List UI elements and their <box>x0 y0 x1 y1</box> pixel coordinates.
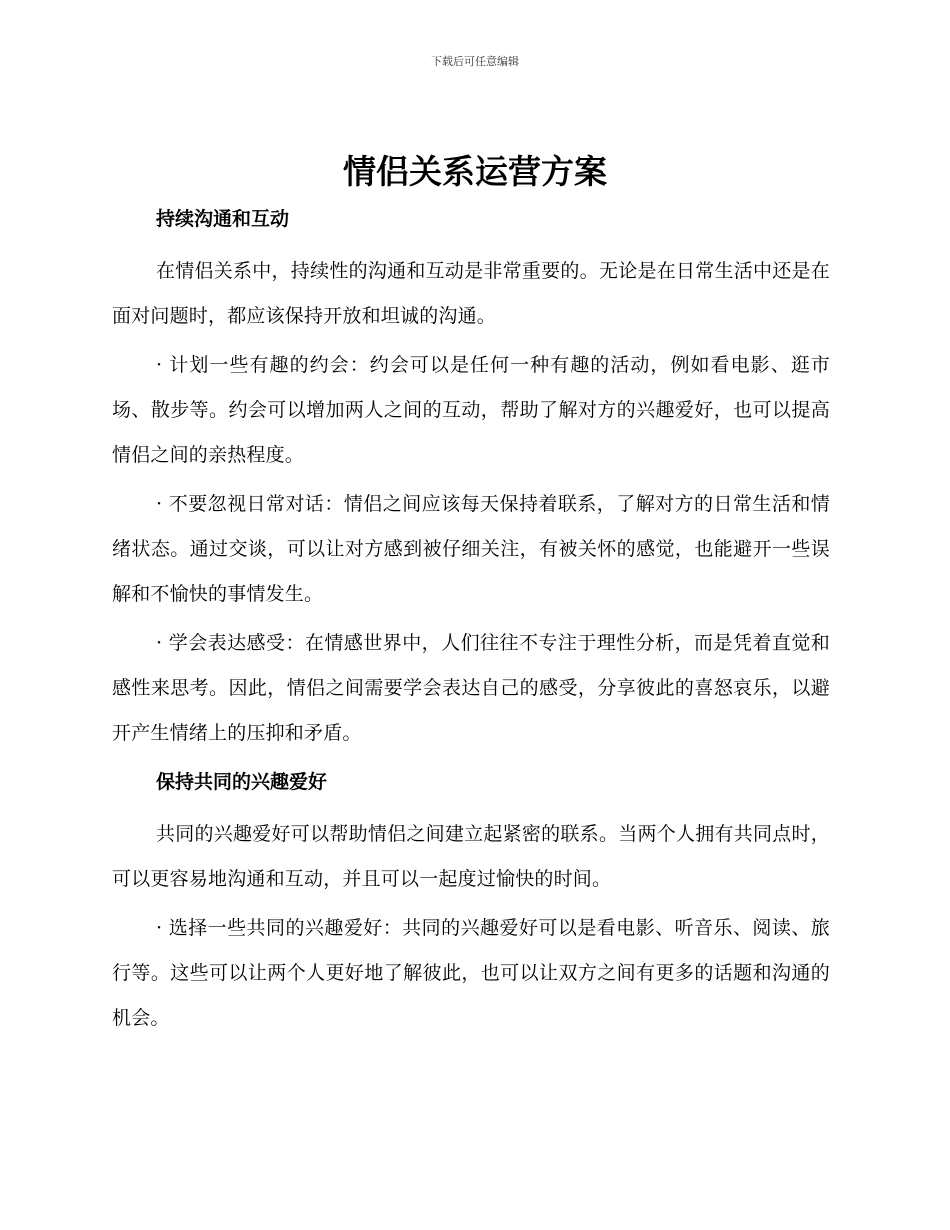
section-continuous-communication <box>112 203 830 756</box>
paragraph: 共同的兴趣爱好可以帮助情侣之间建立起紧密的联系。当两个人拥有共同点时，可以更容易地沟通和互动，并且可以一起度过愉快的时间。 <box>112 823 830 890</box>
section-heading: 持续沟通和互动 <box>156 208 290 230</box>
section-heading: 保持共同的兴趣爱好 <box>156 771 328 793</box>
bullet-paragraph: · 学会表达感受：在情感世界中，人们往往不专注于理性分析，而是凭着直觉和感性来思考。因此，情侣之间需要学会表达自己的感受，分享彼此的喜怒哀乐，以避开产生情绪上的压抑和矛盾。 <box>112 632 830 744</box>
bullet-paragraph: · 选择一些共同的兴趣爱好：共同的兴趣爱好可以是看电影、听音乐、阅读、旅行等。这些可以让两个人更好地了解彼此，也可以让双方之间有更多的话题和沟通的机会。 <box>112 917 830 1029</box>
document-body <box>112 203 830 1045</box>
bullet-paragraph: · 计划一些有趣的约会：约会可以是任何一种有趣的活动，例如看电影、逛市场、散步等。约会可以增加两人之间的互动，帮助了解对方的兴趣爱好，也可以提高情侣之间的亲热程度。 <box>112 354 830 466</box>
section-shared-interests <box>112 766 830 1041</box>
page-header-note: 下载后可任意编辑 <box>431 55 519 68</box>
document-title: 情侣关系运营方案 <box>343 152 607 191</box>
bullet-paragraph: · 不要忽视日常对话：情侣之间应该每天保持着联系，了解对方的日常生活和情绪状态。通过交谈，可以让对方感到被仔细关注，有被关怀的感觉，也能避开一些误解和不愉快的事情发生。 <box>112 493 830 605</box>
paragraph: 在情侣关系中，持续性的沟通和互动是非常重要的。无论是在日常生活中还是在面对问题时，都应该保持开放和坦诚的沟通。 <box>112 260 830 327</box>
